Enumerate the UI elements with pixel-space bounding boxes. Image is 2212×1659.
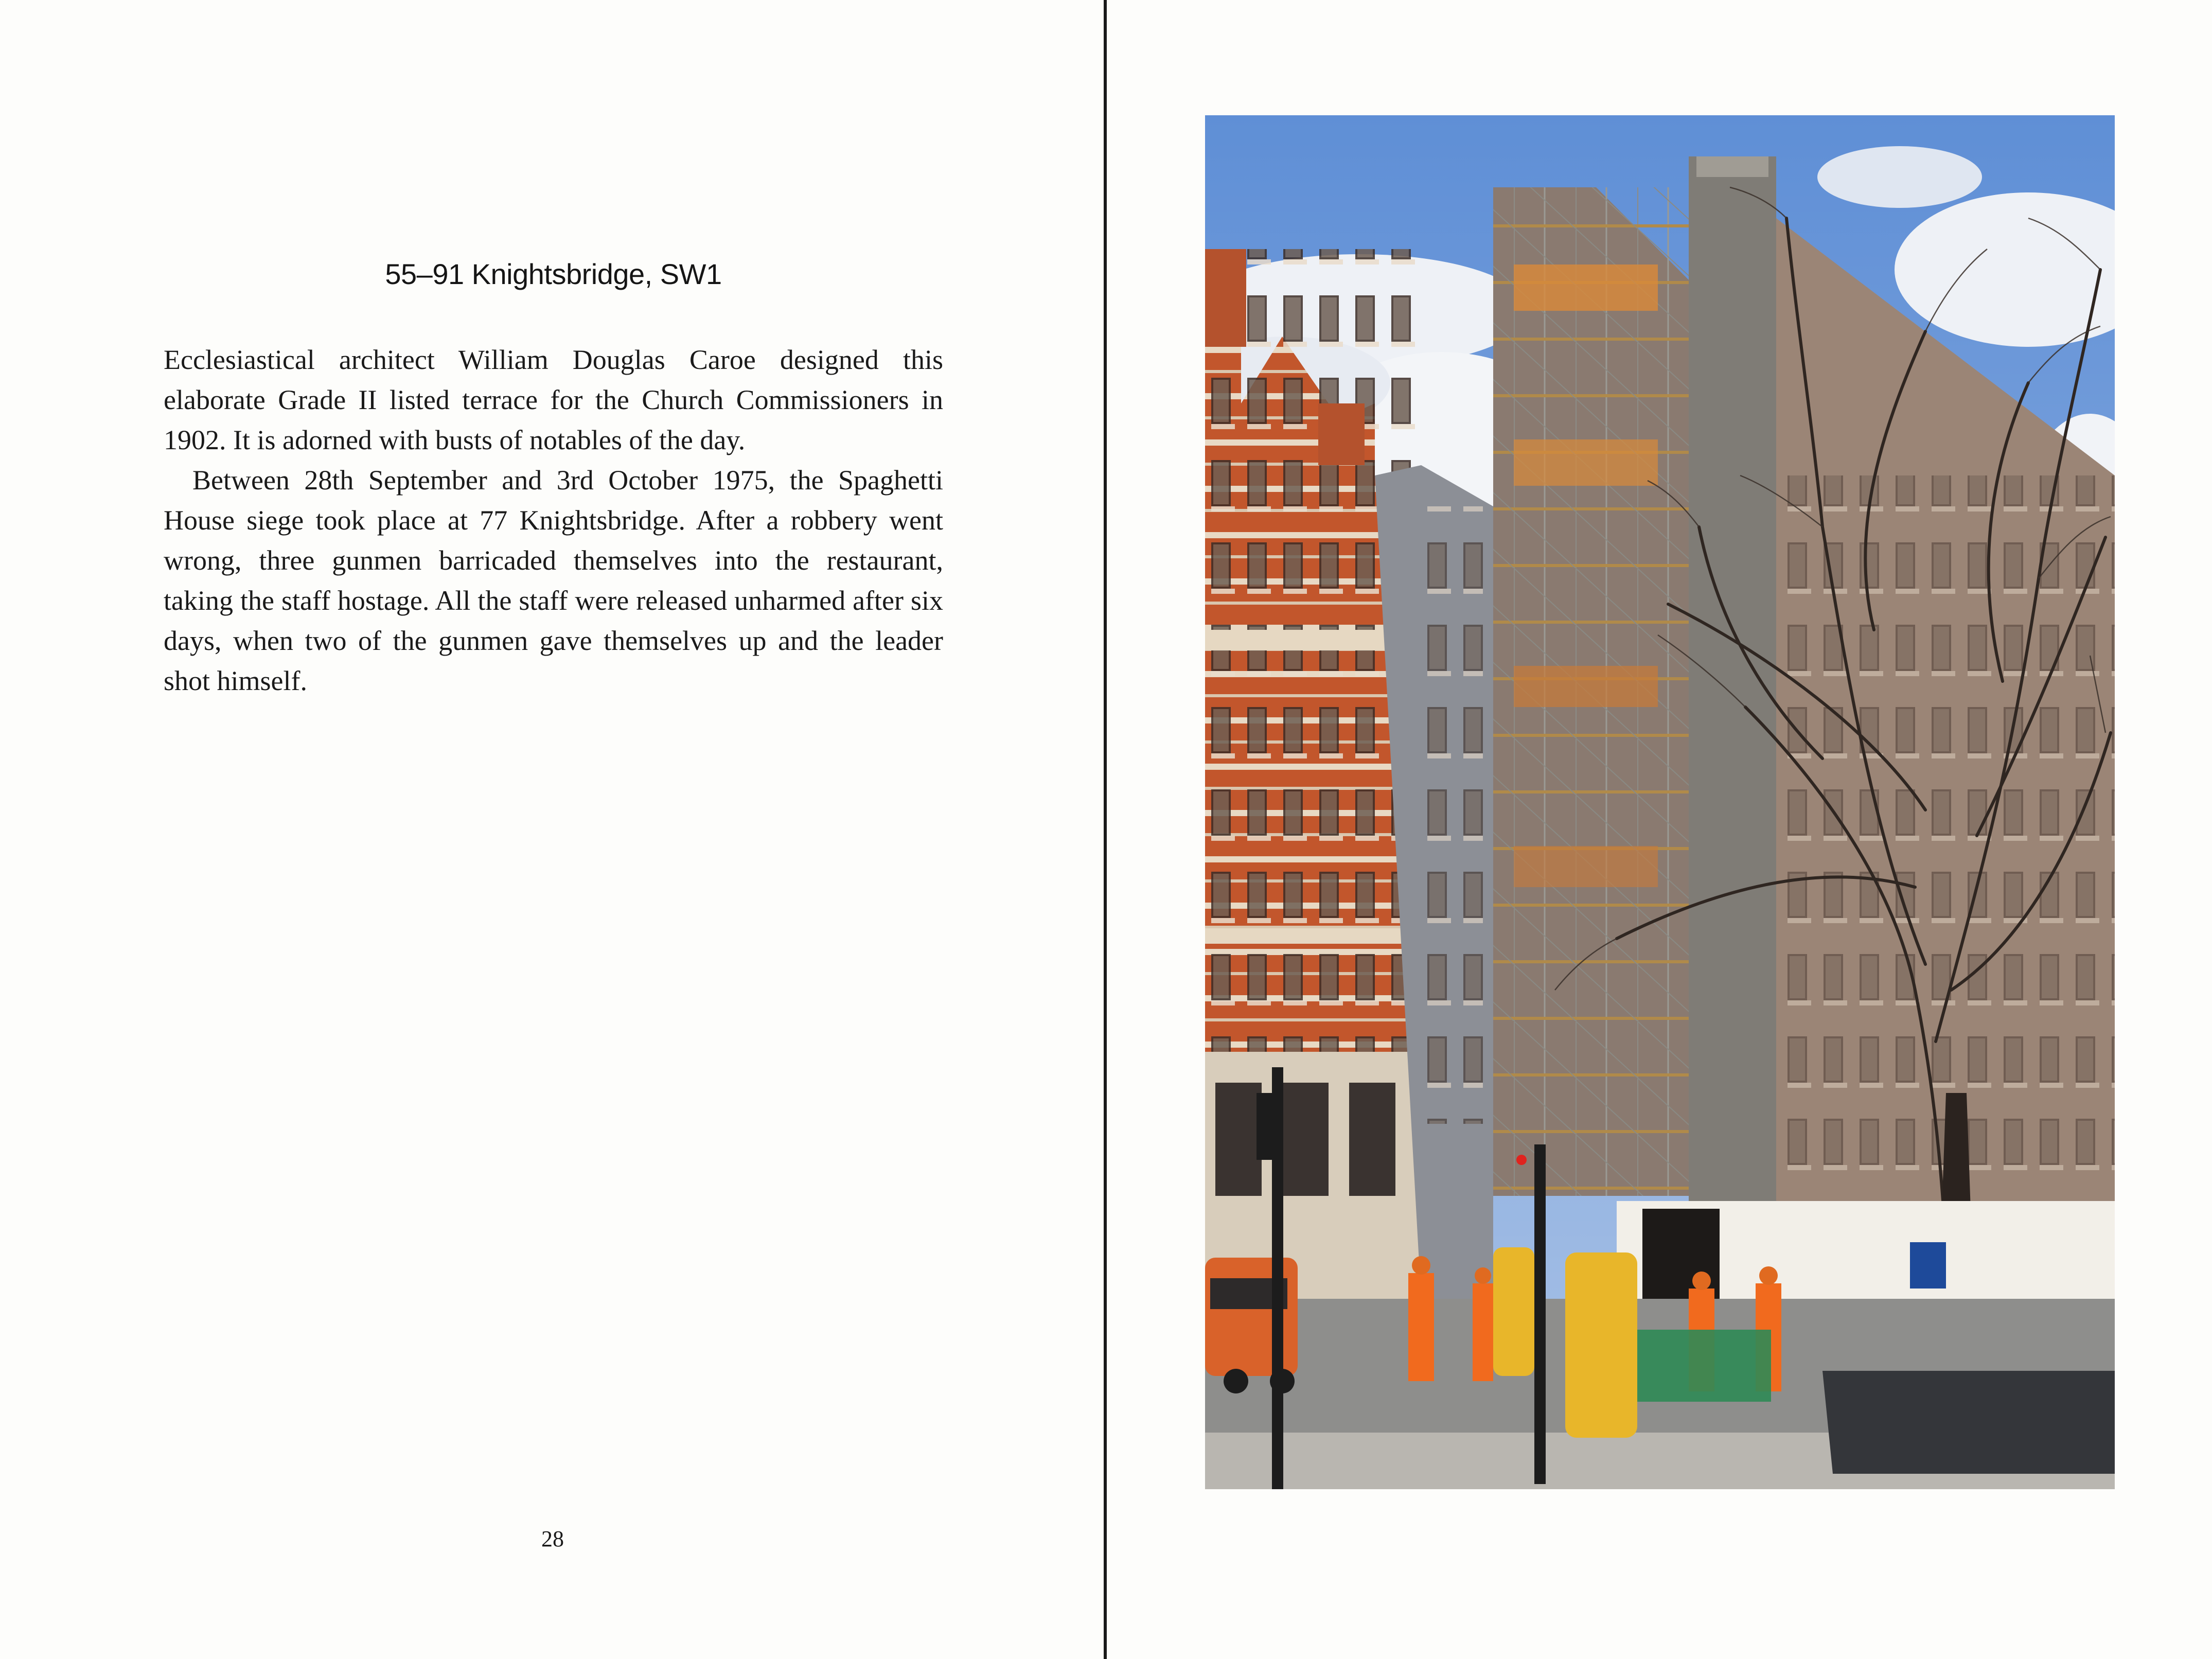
page-heading: 55–91 Knightsbridge, SW1 <box>385 258 722 290</box>
left-page <box>0 0 1105 1659</box>
page-number: 28 <box>541 1526 564 1551</box>
photograph <box>1205 115 2115 1489</box>
photo-illustration <box>1205 115 2115 1489</box>
paragraph: Between 28th September and 3rd October 1975, the Spaghetti House siege took place at 77 Knightsbridge. After a robbery went wrong, three gunmen barricaded themselves into the restaurant, taking the staff hostage. All the staff were released unharmed after six days, when two of the gunmen gave themselves up and the leader shot himself. <box>164 465 943 696</box>
gutter-divider <box>1104 0 1107 1659</box>
body-text <box>164 340 943 701</box>
paragraph: Ecclesiastical architect William Douglas Caroe designed this elaborate Grade II listed terrace for the Church Commissioners in 1902. It is adorned with busts of notables of the day. <box>164 344 943 455</box>
